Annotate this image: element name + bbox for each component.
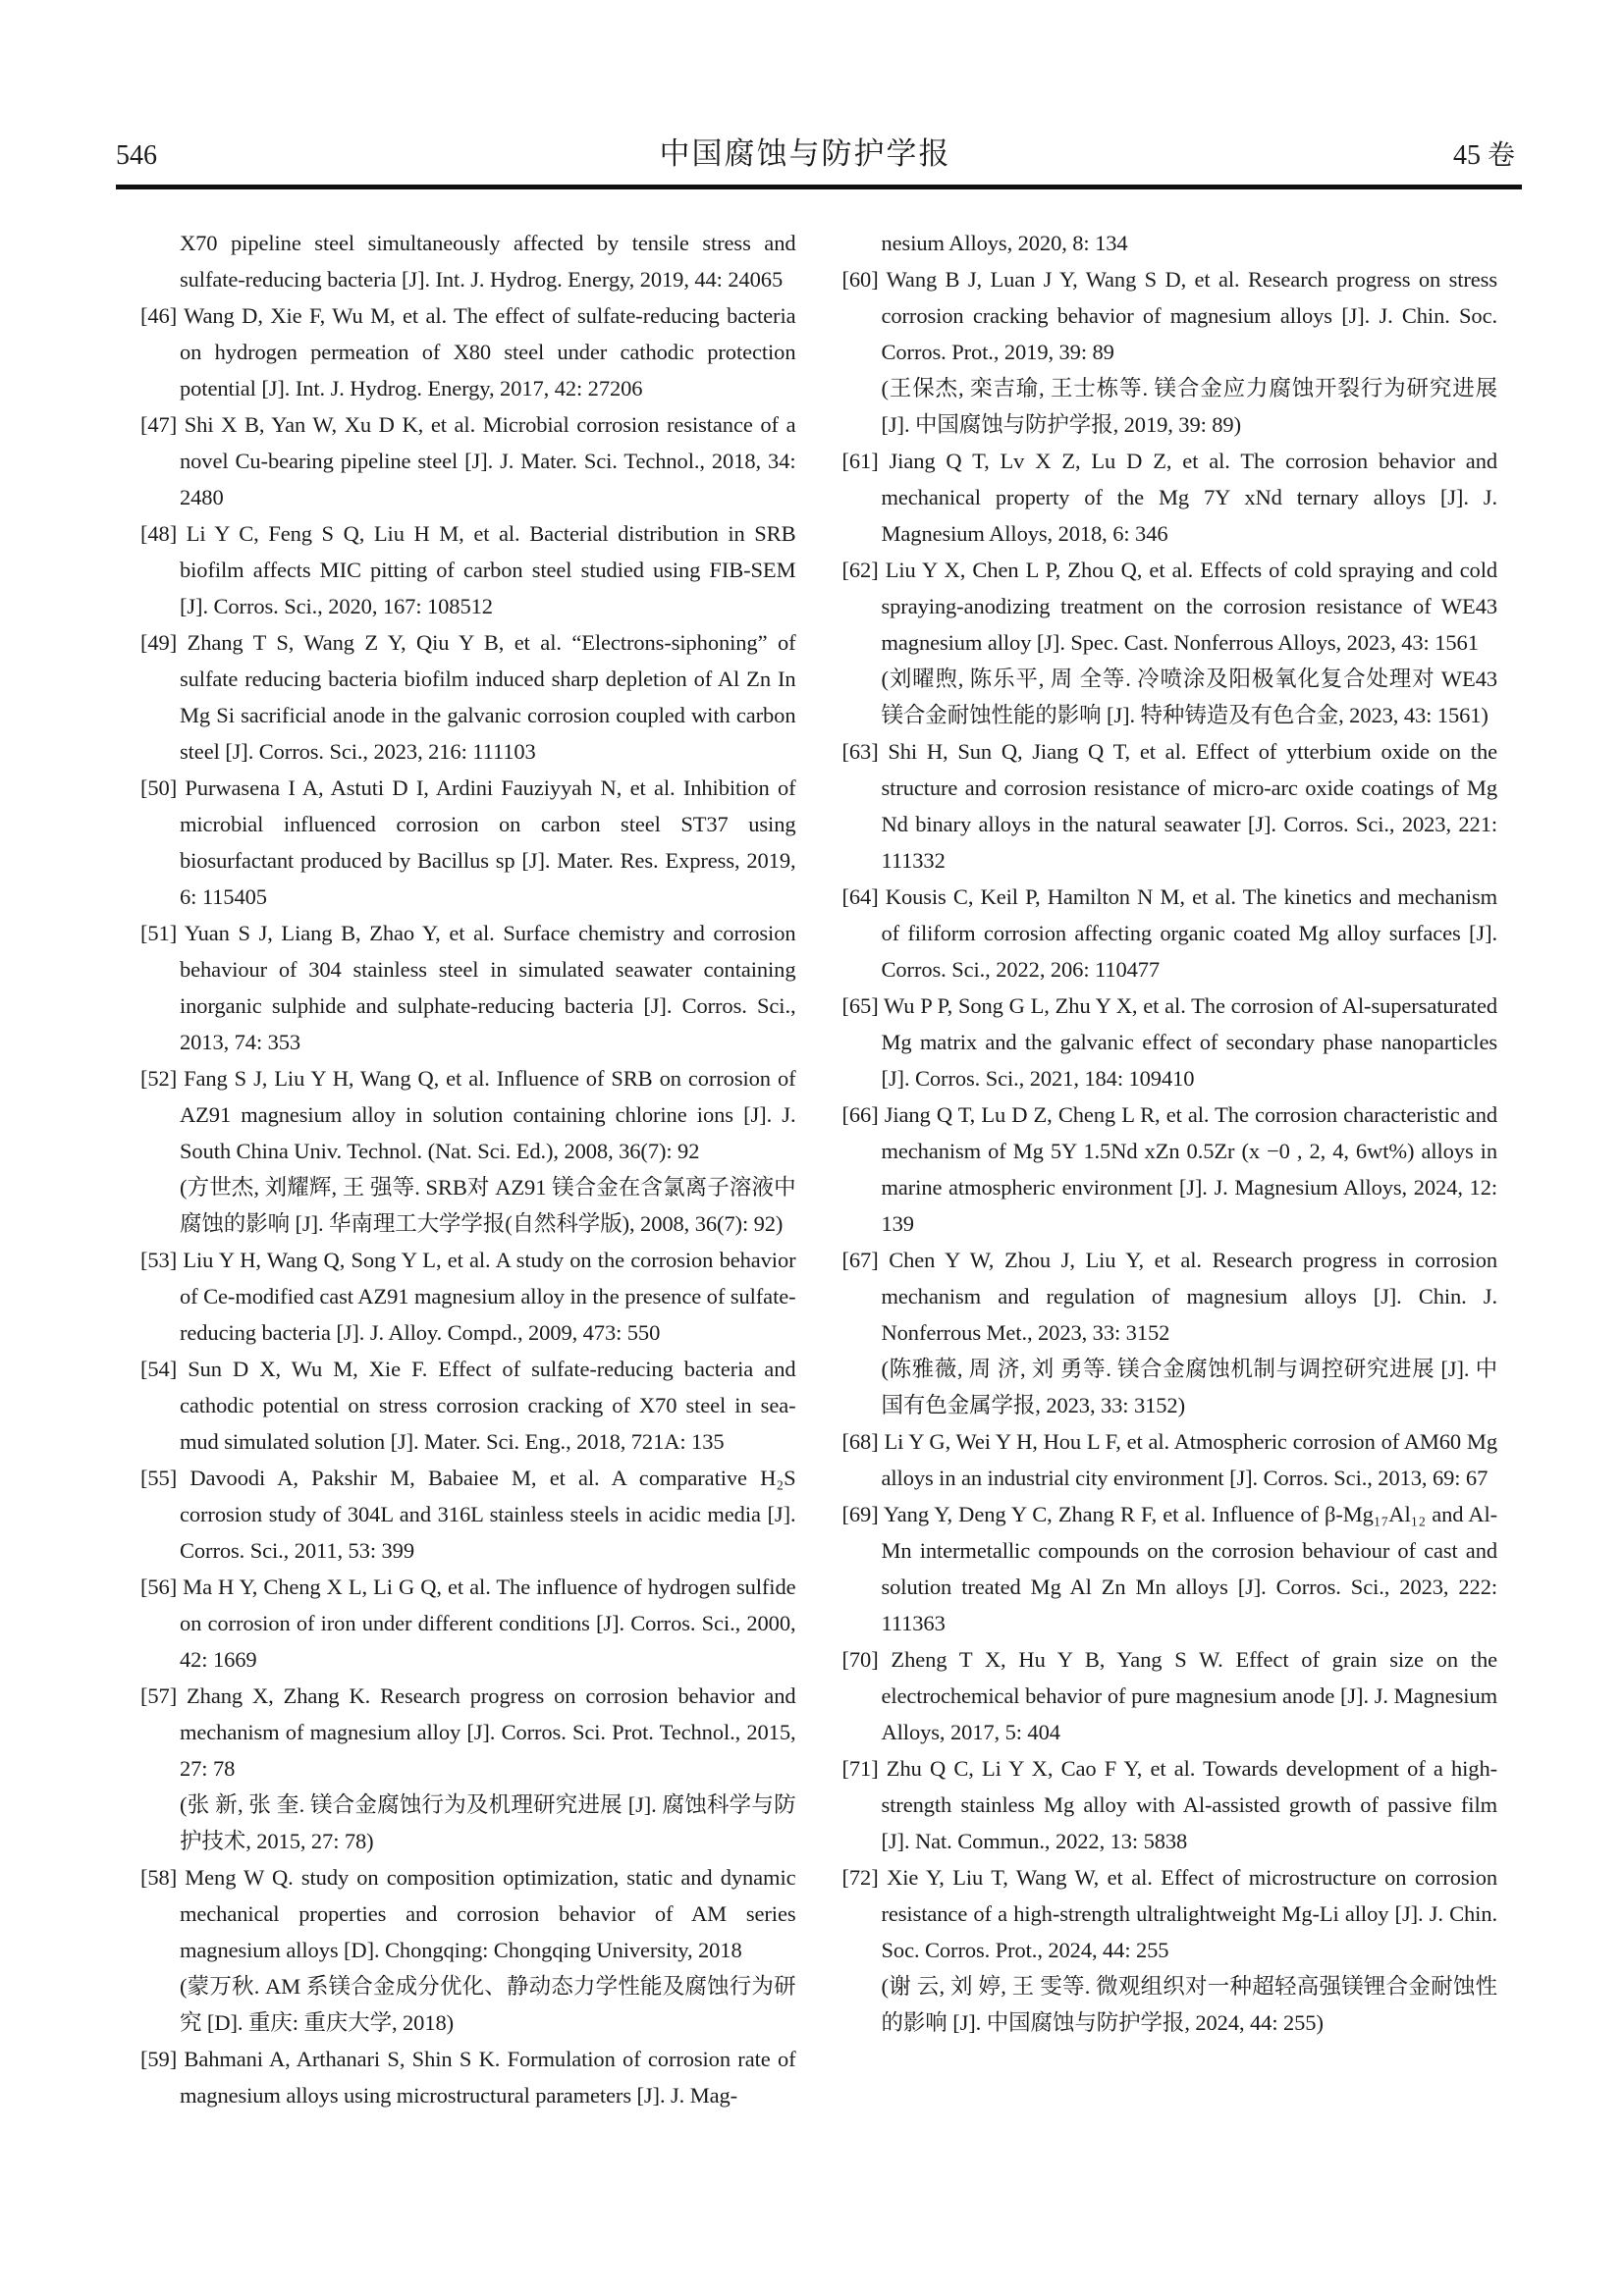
reference-text: [63] Shi H, Sun Q, Jiang Q T, et al. Effect of ytterbium oxide on the structure and corrosion resistance of micro-arc oxide coatings of Mg Nd binary alloys in the natural seawater [J]. Corros. Sci., 2023, 221: 111332 [841, 739, 1497, 873]
header-rule [116, 185, 1522, 189]
reference-entry [842, 1641, 1498, 1750]
reference-translation: (刘曜煦, 陈乐平, 周 全等. 冷喷涂及阳极氧化复合处理对 WE43 镁合金耐蚀性能的影响 [J]. 特种铸造及有色合金, 2023, 43: 1561) [881, 667, 1497, 727]
reference-text: [57] Zhang X, Zhang K. Research progress on corrosion behavior and mechanism of magnesium alloy [J]. Corros. Sci. Prot. Technol., 2015, 27: 78 [140, 1683, 796, 1781]
reference-entry [842, 1750, 1498, 1859]
reference-entry [140, 1569, 796, 1678]
reference-entry [842, 1423, 1498, 1496]
reference-text: [60] Wang B J, Luan J Y, Wang S D, et al. Research progress on stress corrosion cracking behavior of magnesium alloys [J]. J. Chin. Soc. Corros. Prot., 2019, 39: 89 [841, 267, 1497, 364]
reference-text: [64] Kousis C, Keil P, Hamilton N M, et al. The kinetics and mechanism of filiform corrosion affecting organic coated Mg alloy surfaces [J]. Corros. Sci., 2022, 206: 110477 [841, 884, 1497, 982]
reference-entry [842, 261, 1498, 443]
reference-entry [842, 1242, 1498, 1423]
reference-list [140, 225, 1497, 2113]
reference-entry [140, 225, 796, 297]
reference-text: [65] Wu P P, Song G L, Zhu Y X, et al. The corrosion of Al-supersaturated Mg matrix and the galvanic effect of secondary phase nanoparticles [J]. Corros. Sci., 2021, 184: 109410 [841, 993, 1497, 1091]
reference-text: [66] Jiang Q T, Lu D Z, Cheng L R, et al. The corrosion characteristic and mechanism of Mg 5Y 1.5Nd xZn 0.5Zr (x −0 , 2, 4, 6wt%) alloys in marine atmospheric environment [J]. J. Magnesium Alloys, 2024, 12: 139 [841, 1102, 1497, 1236]
running-head [116, 137, 1515, 173]
reference-entry [140, 1351, 796, 1460]
reference-text: [58] Meng W Q. study on composition optimization, static and dynamic mechanical properties and corrosion behavior of AM series magnesium alloys [D]. Chongqing: Chongqing University, 2018 [140, 1865, 796, 1962]
reference-text: [59] Bahmani A, Arthanari S, Shin S K. Formulation of corrosion rate of magnesium alloys using microstructural parameters [J]. J. Mag- [140, 2047, 796, 2108]
reference-text: [46] Wang D, Xie F, Wu M, et al. The effect of sulfate-reducing bacteria on hydrogen permeation of X80 steel under cathodic protection potential [J]. Int. J. Hydrog. Energy, 2017, 42: 27206 [140, 303, 796, 400]
reference-translation: (蒙万秋. AM 系镁合金成分优化、静动态力学性能及腐蚀行为研究 [D]. 重庆: 重庆大学, 2018) [180, 1974, 796, 2035]
reference-text: [54] Sun D X, Wu M, Xie F. Effect of sulfate-reducing bacteria and cathodic potential on stress corrosion cracking of X70 steel in sea-mud simulated solution [J]. Mater. Sci. Eng., 2018, 721A: 135 [140, 1357, 796, 1454]
reference-text: [47] Shi X B, Yan W, Xu D K, et al. Microbial corrosion resistance of a novel Cu-bearing pipeline steel [J]. J. Mater. Sci. Technol., 2018, 34: 2480 [140, 412, 796, 509]
left-column [140, 225, 796, 2113]
reference-entry [140, 1060, 796, 1242]
reference-continuation-text: X70 pipeline steel simultaneously affected by tensile stress and sulfate-reducing bacteria [J]. Int. J. Hydrog. Energy, 2019, 44: 24065 [180, 231, 796, 292]
reference-text: [69] Yang Y, Deng Y C, Zhang R F, et al. Influence of β-Mg₁₇Al₁₂ and Al-Mn intermetallic compounds on the corrosion behaviour of cast and solution treated Mg Al Zn Mn alloys [J]. Corros. Sci., 2023, 222: 111363 [841, 1502, 1497, 1635]
reference-entry [842, 1859, 1498, 2041]
reference-text: [53] Liu Y H, Wang Q, Song Y L, et al. A study on the corrosion behavior of Ce-modified cast AZ91 magnesium alloy in the presence of sulfate-reducing bacteria [J]. J. Alloy. Compd., 2009, 473: 550 [140, 1248, 796, 1345]
reference-entry [140, 2041, 796, 2113]
reference-translation: (王保杰, 栾吉瑜, 王士栋等. 镁合金应力腐蚀开裂行为研究进展 [J]. 中国腐蚀与防护学报, 2019, 39: 89) [881, 376, 1497, 437]
reference-entry [140, 624, 796, 770]
reference-translation: (方世杰, 刘耀辉, 王 强等. SRB对 AZ91 镁合金在含氯离子溶液中腐蚀的影响 [J]. 华南理工大学学报(自然科学版), 2008, 36(7): 92) [180, 1175, 796, 1236]
reference-text: [68] Li Y G, Wei Y H, Hou L F, et al. Atmospheric corrosion of AM60 Mg alloys in an industrial city environment [J]. Corros. Sci., 2013, 69: 67 [841, 1429, 1497, 1490]
reference-text: [51] Yuan S J, Liang B, Zhao Y, et al. Surface chemistry and corrosion behaviour of 304 stainless steel in simulated seawater containing inorganic sulphide and sulphate-reducing bacteria [J]. Corros. Sci., 2013, 74: 353 [140, 921, 796, 1054]
right-column [842, 225, 1498, 2113]
reference-text: [48] Li Y C, Feng S Q, Liu H M, et al. Bacterial distribution in SRB biofilm affects MIC pitting of carbon steel studied using FIB-SEM [J]. Corros. Sci., 2020, 167: 108512 [140, 521, 796, 618]
reference-text: [49] Zhang T S, Wang Z Y, Qiu Y B, et al. “Electrons-siphoning” of sulfate reducing bacteria biofilm induced sharp depletion of Al Zn In Mg Si sacrificial anode in the galvanic corrosion coupled with carbon steel [J]. Corros. Sci., 2023, 216: 111103 [140, 630, 796, 764]
reference-text: [52] Fang S J, Liu Y H, Wang Q, et al. Influence of SRB on corrosion of AZ91 magnesium alloy in solution containing chlorine ions [J]. J. South China Univ. Technol. (Nat. Sci. Ed.), 2008, 36(7): 92 [140, 1066, 796, 1163]
reference-translation: (张 新, 张 奎. 镁合金腐蚀行为及机理研究进展 [J]. 腐蚀科学与防护技术, 2015, 27: 78) [180, 1792, 796, 1853]
reference-entry [842, 879, 1498, 988]
reference-text: [70] Zheng T X, Hu Y B, Yang S W. Effect of grain size on the electrochemical behavior of pure magnesium anode [J]. J. Magnesium Alloys, 2017, 5: 404 [841, 1647, 1497, 1744]
reference-text: [50] Purwasena I A, Astuti D I, Ardini Fauziyyah N, et al. Inhibition of microbial influenced corrosion on carbon steel ST37 using biosurfactant produced by Bacillus sp [J]. Mater. Res. Express, 2019, 6: 115405 [140, 775, 796, 909]
reference-translation: (陈雅薇, 周 济, 刘 勇等. 镁合金腐蚀机制与调控研究进展 [J]. 中国有色金属学报, 2023, 33: 3152) [881, 1357, 1497, 1417]
reference-entry [140, 1678, 796, 1859]
volume-label: 45 卷 [1452, 140, 1515, 171]
reference-text: [71] Zhu Q C, Li Y X, Cao F Y, et al. Towards development of a high-strength stainless Mg alloy with Al-assisted growth of passive film [J]. Nat. Commun., 2022, 13: 5838 [841, 1756, 1497, 1853]
reference-entry [842, 733, 1498, 879]
reference-text: [62] Liu Y X, Chen L P, Zhou Q, et al. Effects of cold spraying and cold spraying-anodizing treatment on the corrosion resistance of WE43 magnesium alloy [J]. Spec. Cast. Nonferrous Alloys, 2023, 43: 1561 [841, 558, 1497, 655]
reference-entry [842, 1496, 1498, 1641]
reference-entry [140, 1859, 796, 2041]
reference-text: [67] Chen Y W, Zhou J, Liu Y, et al. Research progress in corrosion mechanism and regulation of magnesium alloys [J]. Chin. J. Nonferrous Met., 2023, 33: 3152 [841, 1248, 1497, 1345]
reference-entry [140, 297, 796, 406]
reference-text: [56] Ma H Y, Cheng X L, Li G Q, et al. The influence of hydrogen sulfide on corrosion of iron under different conditions [J]. Corros. Sci., 2000, 42: 1669 [140, 1575, 796, 1672]
reference-text: [61] Jiang Q T, Lv X Z, Lu D Z, et al. The corrosion behavior and mechanical property of the Mg 7Y xNd ternary alloys [J]. J. Magnesium Alloys, 2018, 6: 346 [841, 449, 1497, 546]
journal-title: 中国腐蚀与防护学报 [659, 136, 951, 171]
reference-entry [842, 1096, 1498, 1242]
reference-continuation-text: nesium Alloys, 2020, 8: 134 [881, 231, 1128, 255]
reference-entry [140, 915, 796, 1060]
reference-entry [140, 770, 796, 915]
reference-entry [842, 443, 1498, 552]
reference-entry [140, 1242, 796, 1351]
reference-entry [842, 552, 1498, 733]
reference-entry [140, 515, 796, 624]
reference-entry [140, 1460, 796, 1569]
reference-text: [72] Xie Y, Liu T, Wang W, et al. Effect of microstructure on corrosion resistance of a high-strength ultralightweight Mg-Li alloy [J]. J. Chin. Soc. Corros. Prot., 2024, 44: 255 [841, 1865, 1497, 1962]
reference-entry [842, 988, 1498, 1096]
reference-entry [140, 406, 796, 515]
page-number: 546 [116, 140, 157, 171]
reference-entry [842, 225, 1498, 261]
reference-text: [55] Davoodi A, Pakshir M, Babaiee M, et al. A comparative H₂S corrosion study of 304L and 316L stainless steels in acidic media [J]. Corros. Sci., 2011, 53: 399 [140, 1466, 796, 1563]
reference-translation: (谢 云, 刘 婷, 王 雯等. 微观组织对一种超轻高强镁锂合金耐蚀性的影响 [J]. 中国腐蚀与防护学报, 2024, 44: 255) [881, 1974, 1497, 2035]
